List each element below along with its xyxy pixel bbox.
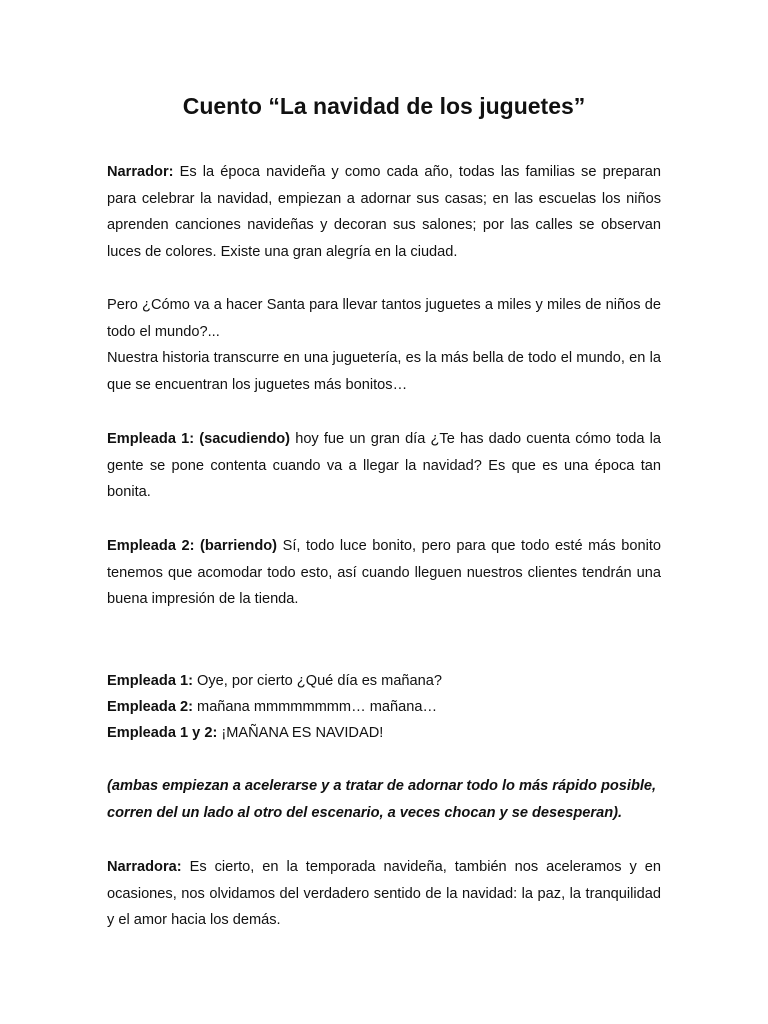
paragraph-text: (ambas empiezan a acelerarse y a tratar de adornar todo lo más rápido posible, corren del un lado al otro del escenario, a veces chocan y se desesperan). [107, 778, 657, 821]
paragraph-text: Es cierto, en la temporada navideña, también nos aceleramos y en ocasiones, nos olvidamos del verdadero sentido de la navidad: la paz, la tranquilidad y el amor hacia los demás. [107, 859, 661, 929]
paragraph-pregunta [107, 292, 661, 345]
dialogue-line-ambas [107, 720, 661, 747]
speaker-label: Narrador: [107, 164, 174, 180]
paragraph-narradora [107, 854, 661, 934]
paragraph-empleada-1 [107, 426, 661, 506]
paragraph-text: Oye, por cierto ¿Qué día es mañana? [192, 673, 443, 689]
speaker-label: Empleada 1: (sacudiendo) [107, 431, 291, 447]
paragraph-text: Es la época navideña y como cada año, todas las familias se preparan para celebrar la navidad, empiezan a adornar sus casas; en las escuelas los niños aprenden canciones navideñas y decoran sus salones; por las calles se observan luces de colores. Existe una gran alegría en la ciudad. [107, 164, 661, 260]
speaker-label: Empleada 1 y 2: [107, 725, 218, 741]
paragraph-text: Nuestra historia transcurre en una juguetería, es la más bella de todo el mundo, en la que se encuentran los juguetes más bonitos… [107, 350, 661, 393]
paragraph-text: mañana mmmmmmmm… mañana… [192, 699, 438, 715]
speaker-label: Narradora: [107, 859, 182, 875]
speaker-label: Empleada 2: [107, 699, 193, 715]
dialogue-line-empleada-1 [107, 668, 661, 695]
paragraph-empleada-2 [107, 533, 661, 613]
document-title: Cuento “La navidad de los juguetes” [182, 93, 586, 119]
speaker-label: Empleada 1: [107, 673, 193, 689]
stage-direction [107, 773, 661, 826]
paragraph-text: hoy fue un gran día ¿Te has dado cuenta cómo toda la gente se pone contenta cuando va a llegar la navidad? Es que es una época tan bonita. [107, 431, 662, 501]
paragraph-text: Pero ¿Cómo va a hacer Santa para llevar tantos juguetes a miles y miles de niños de todo el mundo?... [107, 297, 661, 340]
paragraph-jugueteria [107, 345, 661, 398]
paragraph-text: ¡MAÑANA ES NAVIDAD! [217, 725, 384, 741]
paragraph-text: Sí, todo luce bonito, pero para que todo esté más bonito tenemos que acomodar todo esto, así cuando lleguen nuestros clientes tendrán una buena impresión de la tienda. [107, 538, 661, 608]
paragraph-narrador [107, 159, 661, 265]
speaker-label: Empleada 2: (barriendo) [107, 538, 278, 554]
dialogue-line-empleada-2 [107, 694, 661, 721]
